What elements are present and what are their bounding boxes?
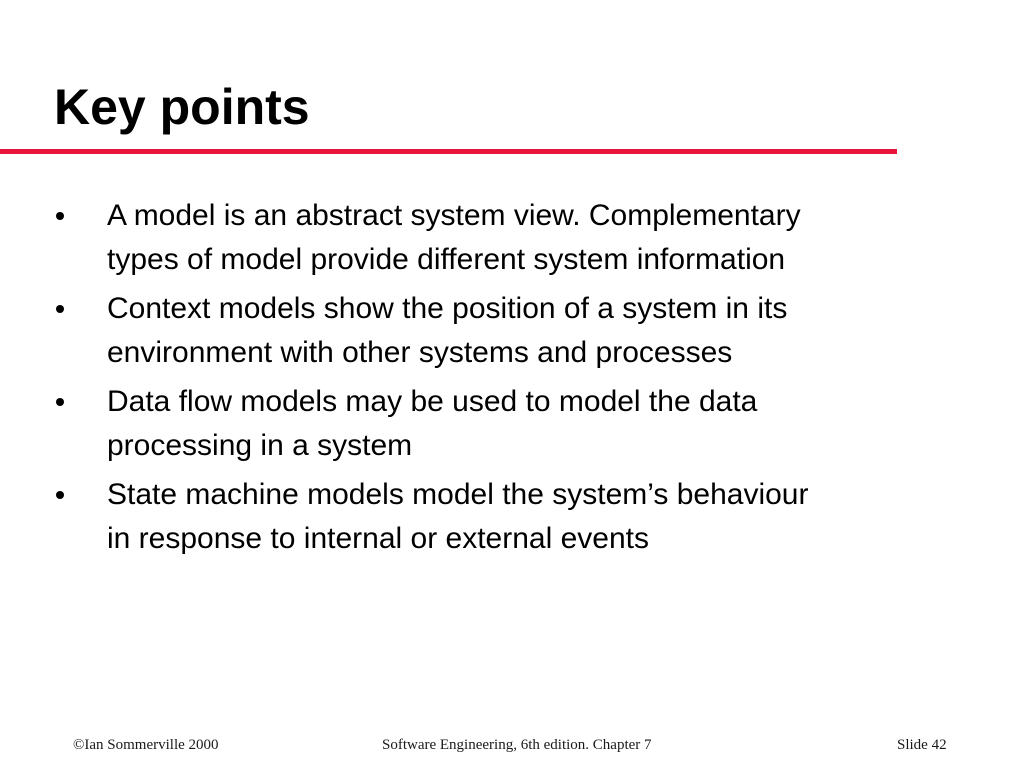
bullet-text: State machine models model the system’s behaviour in response to internal or external events: [107, 478, 809, 555]
bullet-text: Context models show the position of a system in its environment with other systems and processes: [107, 292, 788, 369]
title-underline: [0, 149, 897, 154]
bullet-item: [56, 194, 996, 282]
bullet-list: [56, 194, 996, 566]
bullet-text: A model is an abstract system view. Complementary types of model provide different system information: [107, 199, 801, 276]
bullet-text: Data flow models may be used to model the data processing in a system: [107, 385, 758, 462]
bullet-dot-icon: [56, 212, 64, 220]
bullet-item: [56, 287, 996, 375]
bullet-dot-icon: [56, 305, 64, 313]
footer-copyright: ©Ian Sommerville 2000: [73, 737, 219, 753]
slide-title: Key points: [54, 79, 310, 135]
bullet-dot-icon: [56, 491, 64, 499]
bullet-item: [56, 380, 996, 468]
bullet-dot-icon: [56, 398, 64, 406]
bullet-item: [56, 473, 996, 561]
footer-slide-number: Slide 42: [897, 737, 947, 753]
footer-book-title: Software Engineering, 6th edition. Chapter 7: [382, 737, 652, 753]
